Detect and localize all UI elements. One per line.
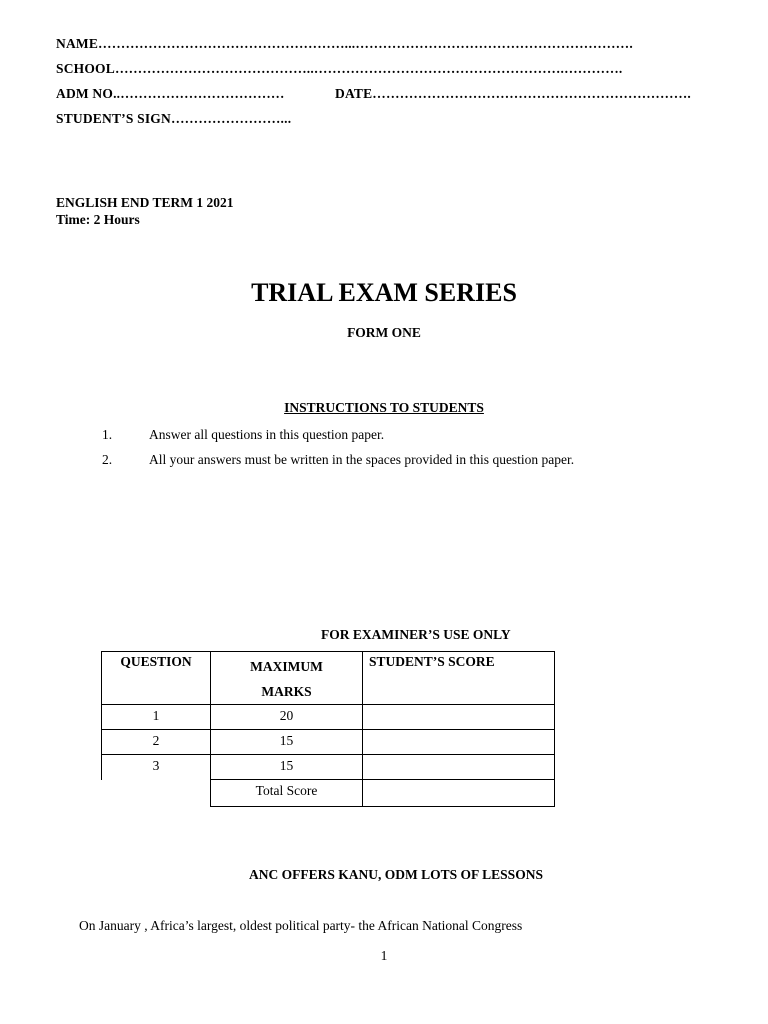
score-cell[interactable] [363,705,555,730]
max-marks-cell: 15 [211,730,363,755]
name-field: NAME………………………………………………...……………………………………………………. [56,36,633,51]
question-cell: 3 [102,755,211,780]
student-sign-field: STUDENT’S SIGN……………………... [56,111,292,126]
header-max-marks [211,652,363,705]
max-marks-cell: 15 [211,755,363,780]
adm-no-field: ADM NO..……………………………… [56,86,285,101]
header-score-label: STUDENT’S SCORE [369,654,495,669]
table-row [102,730,555,755]
instruction-text: Answer all questions in this question paper. [149,427,385,442]
passage-heading: ANC OFFERS KANU, ODM LOTS OF LESSONS [249,867,543,882]
max-marks-cell: 20 [211,705,363,730]
school-field: SCHOOL……………………………………..……………………………………………….…………. [56,61,623,76]
passage-text: On January , Africa’s largest, oldest political party- the African National Congress [79,918,523,933]
table-total-row [102,780,555,807]
date-field: DATE……………………………………………………………. [335,86,691,101]
score-cell[interactable] [363,755,555,780]
question-cell: 2 [102,730,211,755]
exam-time-line: Time: 2 Hours [56,212,140,227]
page-number: 1 [380,948,388,963]
table-row [102,705,555,730]
question-cell: 1 [102,705,211,730]
empty-cell [102,780,211,807]
header-marks-label: MARKS [261,684,312,699]
page-subtitle: FORM ONE [347,325,421,340]
score-cell[interactable] [363,730,555,755]
exam-info-line: ENGLISH END TERM 1 2021 [56,195,234,210]
table-header-row [102,652,555,705]
instruction-number: 2. [102,452,113,467]
header-question [102,652,211,705]
total-score-cell[interactable] [363,780,555,807]
examiner-table [101,651,555,807]
table-row [102,755,555,780]
instruction-number: 1. [102,427,113,442]
page-title: TRIAL EXAM SERIES [251,278,517,307]
instructions-heading: INSTRUCTIONS TO STUDENTS [284,400,484,415]
total-label-cell: Total Score [211,780,363,807]
instruction-text: All your answers must be written in the spaces provided in this question paper. [149,452,575,467]
examiner-caption: FOR EXAMINER’S USE ONLY [321,627,511,642]
header-max-label: MAXIMUM [250,659,323,674]
header-student-score [363,652,555,705]
header-question-label: QUESTION [120,654,192,669]
